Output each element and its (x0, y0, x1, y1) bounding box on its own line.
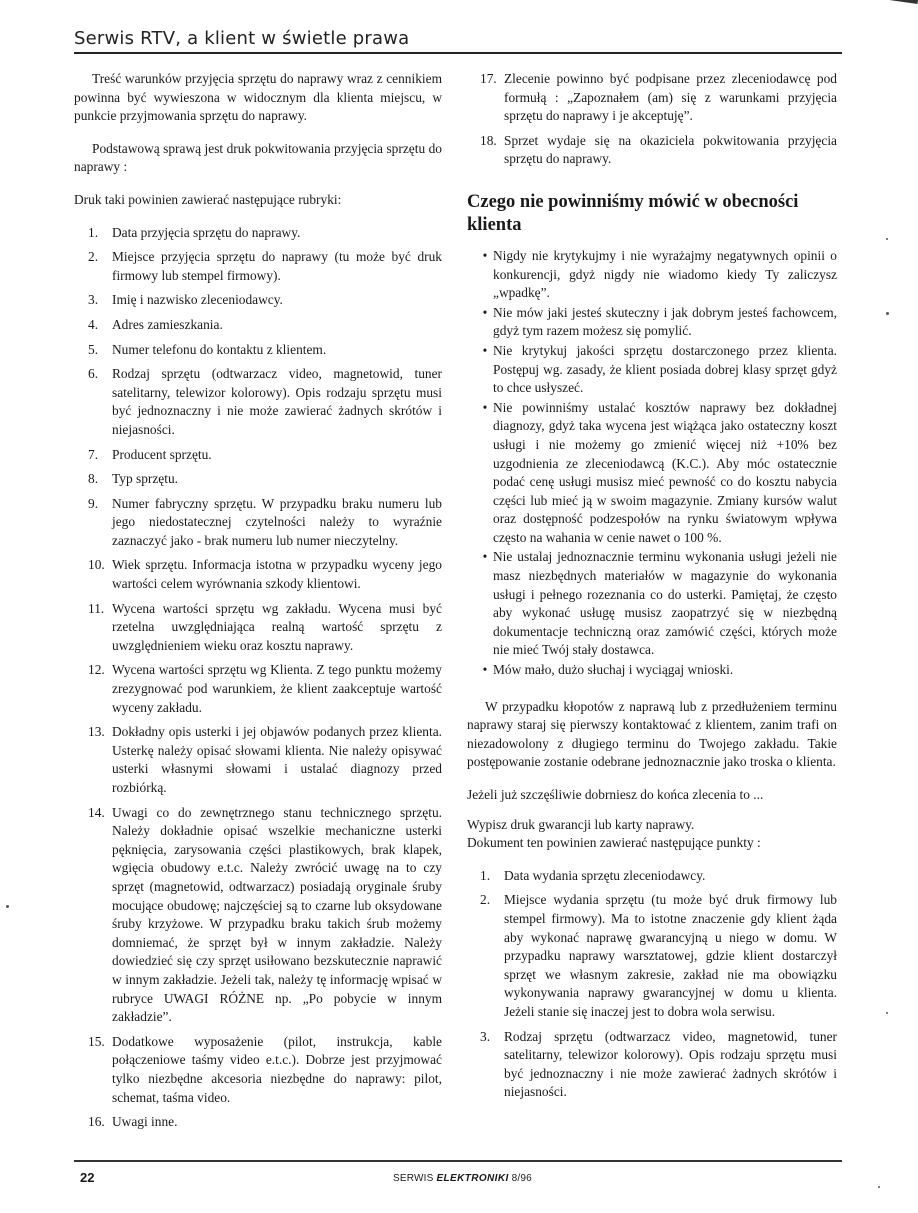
magazine-prefix: SERWIS (393, 1173, 434, 1184)
receipt-fields-list (74, 224, 442, 1132)
list-item (467, 70, 837, 126)
bullet-icon: • (482, 662, 488, 678)
list-item-text: Producent sprzętu. (112, 446, 212, 462)
list-item-text: Imię i nazwisko zleceniodawcy. (112, 292, 283, 308)
magazine-brand: ELEKTRONIKI (436, 1173, 509, 1184)
list-item-number: 18. (480, 132, 497, 148)
list-item-text: Data przyjęcia sprzętu do naprawy. (112, 224, 301, 240)
list-item-number: 5. (88, 341, 99, 357)
bullet-text: Mów mało, dużo słuchaj i wyciągaj wnioski. (493, 662, 734, 678)
bullet-icon: • (482, 304, 488, 320)
list-item-text: Uwagi inne. (112, 1114, 178, 1130)
list-item-text: Zlecenie powinno być podpisane przez zleceniodawcę pod formułą : „Zapoznałem (am) się z warunkami przyjęcia sprzętu do naprawy i je akceptuję”. (504, 71, 837, 124)
page-number: 22 (80, 1170, 95, 1185)
bullet-text: Nie mów jaki jesteś skuteczny i jak dobrym jesteś fachowcem, gdyż tym razem możesz się pomylić. (493, 304, 837, 339)
list-item (74, 470, 442, 489)
list-item (467, 867, 837, 886)
scan-speck (886, 238, 888, 240)
bullet-item (467, 342, 837, 398)
scan-speck (886, 1012, 888, 1014)
scan-speck (886, 312, 889, 315)
list-item-number: 3. (480, 1028, 491, 1044)
list-item (74, 316, 442, 335)
list-item-text: Dokładny opis usterki i jej objawów podanych przez klienta. Usterkę należy opisać słowami klienta. Nie należy opisywać usterki własnymi słowami i ustalać diagnozy przed rozbiórką. (112, 724, 442, 795)
list-item-text: Miejsce przyjęcia sprzętu do naprawy (tu może być druk firmowy lub stempel firmowy). (112, 249, 442, 283)
bullet-item (467, 661, 837, 680)
list-item-text: Rodzaj sprzętu (odtwarzacz video, magnetowid, tuner satelitarny, telewizor kolorowy). Opis rodzaju sprzętu musi być jednoznaczny i nie może zawierać żadnych skrótów i niejasności. (112, 366, 442, 437)
list-item-text: Wycena wartości sprzętu wg Klienta. Z tego punktu możemy zrezygnować pod warunkiem, że klient zaakceptuje wartość wyceny zakładu. (112, 662, 442, 715)
bullet-text: Nie krytykuj jakości sprzętu dostarczonego przez klienta. Postępuj wg. zasady, że klient posiada dobrej klasy sprzęt gdyż to chce usłyszeć. (493, 342, 837, 396)
list-item-text: Rodzaj sprzętu (odtwarzacz video, magnetowid, tuner satelitarny, telewizor kolorowy). Opis rodzaju sprzętu musi być jednoznaczny i nie może zawierać żadnych skrótów i niejasności. (504, 1028, 837, 1100)
bullet-icon: • (482, 399, 488, 415)
issue-number: 8/96 (511, 1173, 532, 1184)
list-item (74, 495, 442, 551)
list-item (74, 365, 442, 439)
bullet-text: Nie ustalaj jednoznacznie terminu wykonania usługi jeżeli nie masz niezbędnych materiałów w magazynie do wykonania usługi i pełnego rozeznania co do usterki. Pamiętaj, że często aby wykonać usługę musisz zaopatrzyć się w niezbędną dokumentacje techniczną oraz zamówić części, których może nie mieć Twój stały dostawca. (493, 549, 837, 658)
scan-speck (878, 1186, 880, 1188)
list-item-text: Uwagi co do zewnętrznego stanu technicznego sprzętu. Należy dokładnie opisać wszelkie mechaniczne usterki pęknięcia, zarysowania części plastikowych, brak klapek, wgięcia obudowy e.t.c. Należy zwrócić uwagę na to czy sprzęt (magnetowid, odtwarzacz) posiadają oryginale śruby mocujące obudowę; najczęściej są to czarne lub oksydowane śruby krzyżowe. W przypadku braku takich śrub możemy domniemać, że sprzęt był w innym zakładzie. Należy dowiedzieć się czy sprzęt usiłowano bezskutecznie naprawić w innym zakładzie. Jeżeli tak, należy tę informację wpisać w rubryce UWAGI RÓŻNE np. „Po pobycie w innym zakładzie”. (112, 804, 442, 1025)
list-item (74, 291, 442, 310)
list-item-number: 14. (88, 804, 105, 820)
bullet-item (467, 247, 837, 303)
list-item-text: Typ sprzętu. (112, 471, 178, 487)
list-item-number: 16. (88, 1114, 105, 1130)
section-heading: Czego nie powinniśmy mówić w obecności klienta (467, 191, 799, 235)
header-rule (74, 52, 842, 54)
footer-magazine (393, 1173, 532, 1184)
list-item-number: 4. (88, 316, 99, 332)
list-item-number: 9. (88, 495, 99, 511)
advice-bullet-list (467, 247, 837, 680)
list-item (74, 1033, 442, 1107)
list-item (467, 132, 837, 169)
list-item-number: 10. (88, 557, 105, 573)
list-item (74, 248, 442, 285)
bullet-text: Nie powinniśmy ustalać kosztów naprawy bez dokładnej diagnozy, gdyż taka wycena jest wiążąca jako ostateczny koszt usługi i nie możemy go zmienić więcej niż +10% bez uzgodnienia ze zleceniodawcą (K.C.). Aby móc ostatecznie podać cenę usługi musisz mieć pewność co do kosztu nabycia części lub mieć ją w swoim magazynie. Zmiany kursów walut oraz dostępność podzespołów na rynku światowym wpływa często na wahania w cenie nawet o 100 %. (493, 399, 837, 545)
list-item (74, 556, 442, 593)
page-header-title: Serwis RTV, a klient w świetle prawa (74, 28, 410, 49)
list-item (467, 1028, 837, 1102)
list-item-text: Data wydania sprzętu zleceniodawcy. (504, 867, 706, 883)
list-item-text: Miejsce wydania sprzętu (tu może być druk firmowy lub stempel firmowy). Ma to istotne znaczenie gdy klient żąda aby wykonać naprawę gwarancyjną u niego w domu. W przypadku naprawy warsztatowej, gdzie klient dostarczył sprzęt we własnym zakresie, zakład nie ma obowiązku wykonywania naprawy gwarancyjnej w domu u klienta. Jeżeli stanie się inaczej jest to dobra wola serwisu. (504, 892, 837, 1019)
list-item (74, 804, 442, 1027)
list-item-text: Wiek sprzętu. Informacja istotna w przypadku wyceny jego wartości celem wyrównania szkody klientowi. (112, 557, 442, 592)
intro-paragraph: Treść warunków przyjęcia sprzętu do naprawy wraz z cennikiem powinna być wywieszona w widocznym dla klienta miejscu, w punkcie przyjmowania sprzętu do naprawy. (74, 71, 442, 124)
list-item (74, 600, 442, 656)
bullet-icon: • (482, 342, 488, 358)
list-item-number: 11. (88, 600, 105, 616)
footer-rule (74, 1160, 842, 1162)
delay-paragraph: W przypadku kłopotów z naprawą lub z przedłużeniem terminu naprawy staraj się pierwszy kontaktować z klientem, zanim trafi on niezadowolony z długiego terminu do Twojego zakładu. Takie postępowanie zostanie odebrane jednoznacznie jako troska o klienta. (467, 698, 837, 770)
list-item-number: 7. (88, 446, 99, 462)
list-item-number: 2. (480, 892, 491, 908)
list-item-text: Wycena wartości sprzętu wg zakładu. Wycena musi być rzetelna uwzględniająca realną wartość sprzętu z uwzględnieniem wieku oraz kosztu naprawy. (112, 600, 442, 653)
list-item-text: Numer fabryczny sprzętu. W przypadku braku numeru lub jego niedostatecznej czytelności należy to wyraźnie zaznaczyć jako - brak numeru lub numer nieczytelny. (112, 495, 442, 548)
list-item (74, 1113, 442, 1132)
list-item-number: 1. (480, 867, 491, 883)
list-item-number: 1. (88, 224, 99, 240)
list-item (74, 341, 442, 360)
receipt-fields-list-continued (467, 70, 837, 169)
bullet-item (467, 548, 837, 660)
list-item-number: 2. (88, 249, 99, 265)
scan-corner-mark (872, 0, 918, 4)
list-item (74, 723, 442, 797)
list-item (74, 224, 442, 243)
form-fields-intro: Druk taki powinien zawierać następujące rubryki: (74, 191, 342, 207)
warranty-fields-list (467, 867, 837, 1102)
bullet-item (467, 399, 837, 548)
right-column (467, 70, 837, 1108)
list-item-number: 6. (88, 366, 99, 382)
completion-paragraph: Jeżeli już szczęśliwie dobrniesz do końca zlecenia to ... (467, 787, 764, 802)
bullet-item (467, 304, 837, 341)
list-item (74, 446, 442, 465)
list-item-text: Numer telefonu do kontaktu z klientem. (112, 341, 327, 357)
warranty-paragraph: Wypisz druk gwarancji lub karty naprawy. (467, 816, 695, 832)
list-item-number: 8. (88, 471, 99, 487)
scan-speck (6, 905, 9, 908)
bullet-icon: • (482, 549, 488, 565)
list-item-text: Sprzet wydaje się na okaziciela pokwitowania przyjęcia sprzętu do naprawy. (504, 132, 837, 167)
list-item-number: 15. (88, 1033, 105, 1049)
bullet-icon: • (482, 247, 488, 263)
list-item-number: 13. (88, 724, 105, 740)
receipt-paragraph: Podstawową sprawą jest druk pokwitowania przyjęcia sprzętu do naprawy : (74, 140, 442, 175)
list-item-number: 3. (88, 292, 99, 308)
list-item-number: 17. (480, 71, 497, 86)
bullet-text: Nigdy nie krytykujmy i nie wyrażajmy negatywnych opinii o konkurencji, gdyż nigdy nie wiadomo kiedy Ty zaliczysz „wpadkę”. (493, 247, 837, 301)
warranty-points-intro: Dokument ten powinien zawierać następujące punkty : (467, 835, 761, 851)
list-item (74, 661, 442, 717)
list-item-number: 12. (88, 662, 105, 678)
list-item (467, 891, 837, 1021)
list-item-text: Dodatkowe wyposażenie (pilot, instrukcja, kable połączeniowe taśmy video e.t.c.). Dobrze jest przyjmować tylko niezbędne akcesoria niezbędne do naprawy: pilot, schemat, taśma video. (112, 1033, 442, 1105)
left-column (74, 70, 442, 1138)
list-item-text: Adres zamieszkania. (112, 316, 223, 332)
